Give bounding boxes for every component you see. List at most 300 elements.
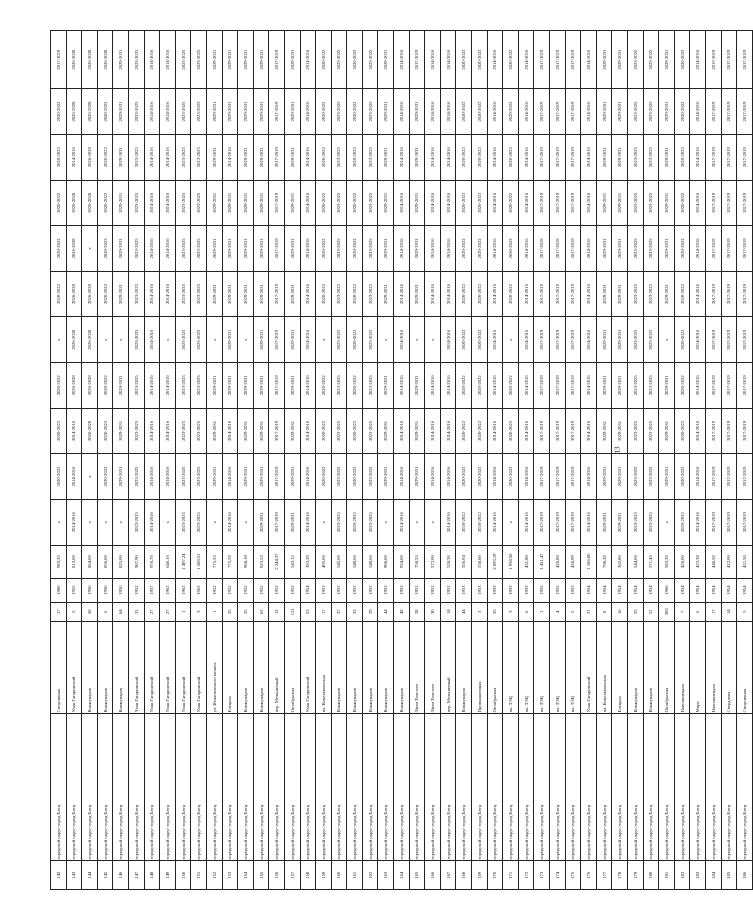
cell-period: 2020-2022: [316, 180, 332, 226]
cell-period: 2014-2016: [66, 499, 82, 545]
cell-period: 2020-2022: [347, 499, 363, 545]
cell-last: 2014-2016: [300, 31, 316, 89]
cell-period: 2029-2031: [284, 499, 300, 545]
cell-no: 165: [409, 861, 425, 890]
cell-period: 2023-2025: [191, 454, 207, 500]
cell-period: 2020-2022: [456, 499, 472, 545]
cell-period: 2029-2031: [612, 499, 628, 545]
cell-district: городской округ город Елец: [550, 714, 566, 861]
cell-last: 2029-2031: [238, 31, 254, 89]
cell-period: 2020-2022: [97, 271, 113, 317]
cell-period: 2020-2022: [97, 454, 113, 500]
cell-period: 2014-2016: [144, 89, 160, 135]
cell-year: 1960: [659, 578, 675, 602]
cell-period: 2014-2016: [300, 454, 316, 500]
cell-period: 2029-2031: [612, 271, 628, 317]
cell-period: 2029-2031: [238, 271, 254, 317]
cell-year: 1950: [97, 578, 113, 602]
cell-period: 2023-2025: [331, 408, 347, 454]
cell-period: 2014-2016: [394, 226, 410, 272]
cell-period: 2029-2031: [206, 89, 222, 135]
cell-period: 2014-2016: [581, 454, 597, 500]
cell-period: 2014-2016: [518, 89, 534, 135]
cell-n: 23: [627, 602, 643, 621]
cell-period: 2023-2025: [627, 317, 643, 363]
cell-period: 2014-2016: [487, 226, 503, 272]
cell-period: 2023-2025: [191, 499, 207, 545]
cell-area: 422,00: [721, 545, 737, 578]
cell-period: 2023-2025: [191, 89, 207, 135]
cell-period: 2014-2016: [425, 363, 441, 409]
cell-period: 2020-2022: [51, 408, 67, 454]
cell-period: 2029-2031: [409, 180, 425, 226]
cell-period: 2017-2019: [721, 363, 737, 409]
cell-area: 420,80: [550, 545, 566, 578]
cell-district: городской округ город Елец: [518, 714, 534, 861]
cell-period: 2029-2031: [253, 180, 269, 226]
cell-period: 2014-2016: [518, 317, 534, 363]
cell-period: 2017-2019: [550, 317, 566, 363]
cell-last: 2014-2016: [144, 31, 160, 89]
cell-street: Коммунаров: [627, 621, 643, 713]
cell-area: 421,50: [737, 545, 753, 578]
cell-period: 2029-2031: [238, 363, 254, 409]
cell-period: x: [51, 499, 67, 545]
table-row: [472, 31, 488, 890]
cell-period: 2029-2031: [253, 271, 269, 317]
cell-period: x: [97, 317, 113, 363]
cell-area: 446,50: [705, 545, 721, 578]
cell-period: 2023-2025: [331, 89, 347, 135]
cell-period: 2029-2031: [378, 363, 394, 409]
cell-period: 2014-2016: [690, 363, 706, 409]
cell-no: 147: [128, 861, 144, 890]
cell-district: городской округ город Елец: [362, 714, 378, 861]
cell-n: 35: [487, 602, 503, 621]
cell-period: 2023-2025: [175, 408, 191, 454]
cell-period: 2017-2019: [534, 499, 550, 545]
cell-last: 2029-2031: [659, 31, 675, 89]
cell-period: 2014-2016: [690, 408, 706, 454]
cell-period: 2014-2016: [440, 317, 456, 363]
table-row: [612, 31, 628, 890]
cell-period: 2023-2025: [627, 408, 643, 454]
table-row: [627, 31, 643, 890]
cell-period: 2029-2031: [113, 271, 129, 317]
cell-year: 1954: [612, 578, 628, 602]
cell-period: 2029-2031: [378, 226, 394, 272]
cell-district: городской округ город Елец: [690, 714, 706, 861]
cell-last: 2020-2022: [674, 31, 690, 89]
cell-period: x: [659, 499, 675, 545]
cell-period: 2014-2016: [144, 408, 160, 454]
cell-period: 2017-2019: [737, 317, 753, 363]
table-row: [82, 31, 98, 890]
cell-period: 2026-2028: [82, 180, 98, 226]
cell-period: 2017-2019: [550, 134, 566, 180]
cell-area: 798,20: [596, 545, 612, 578]
cell-period: 2017-2019: [705, 134, 721, 180]
cell-n: 62: [253, 602, 269, 621]
cell-district: городской округ город Елец: [737, 714, 753, 861]
cell-period: 2023-2025: [175, 454, 191, 500]
cell-street: Коммунаров: [97, 621, 113, 713]
cell-year: 1953: [409, 578, 425, 602]
cell-period: 2014-2016: [144, 499, 160, 545]
table-row: [222, 31, 238, 890]
cell-district: городской округ город Елец: [378, 714, 394, 861]
cell-period: 2014-2016: [518, 180, 534, 226]
cell-period: 2026-2028: [82, 134, 98, 180]
cell-no: 170: [487, 861, 503, 890]
cell-n: 6: [97, 602, 113, 621]
cell-street: Октябрьская: [659, 621, 675, 713]
cell-period: 2023-2025: [627, 499, 643, 545]
cell-period: 2014-2016: [160, 454, 176, 500]
cell-area: 383,20: [300, 545, 316, 578]
cell-period: 2017-2019: [705, 180, 721, 226]
cell-period: 2020-2022: [674, 408, 690, 454]
cell-period: 2023-2025: [175, 134, 191, 180]
cell-period: 2029-2031: [253, 317, 269, 363]
cell-period: 2023-2025: [362, 89, 378, 135]
cell-period: 2014-2016: [581, 317, 597, 363]
cell-period: 2014-2016: [394, 317, 410, 363]
cell-period: 2014-2016: [300, 89, 316, 135]
cell-last: 2023-2025: [362, 31, 378, 89]
cell-area: 548,66: [362, 545, 378, 578]
cell-period: 2020-2022: [347, 454, 363, 500]
cell-period: 2014-2016: [581, 499, 597, 545]
cell-n: 3: [503, 602, 519, 621]
cell-last: 2029-2031: [612, 31, 628, 89]
cell-period: 2023-2025: [128, 226, 144, 272]
cell-year: 1953: [550, 578, 566, 602]
cell-period: 2020-2022: [347, 226, 363, 272]
cell-period: 2029-2031: [612, 454, 628, 500]
table-row: [596, 31, 612, 890]
cell-period: 2020-2022: [316, 408, 332, 454]
cell-district: городской округ город Елец: [503, 714, 519, 861]
table-row: [175, 31, 191, 890]
cell-period: 2020-2022: [503, 271, 519, 317]
cell-period: 2017-2019: [269, 408, 285, 454]
cell-period: 2014-2016: [300, 226, 316, 272]
cell-period: 2020-2022: [472, 454, 488, 500]
cell-period: 2014-2016: [425, 134, 441, 180]
cell-year: 1953: [394, 578, 410, 602]
cell-area: 813,00: [66, 545, 82, 578]
cell-last: 2014-2016: [160, 31, 176, 89]
cell-period: 2023-2025: [627, 89, 643, 135]
cell-district: городской округ город Елец: [347, 714, 363, 861]
cell-period: 2017-2019: [737, 408, 753, 454]
cell-period: 2020-2022: [347, 317, 363, 363]
cell-n: 44: [378, 602, 394, 621]
cell-period: 2029-2031: [284, 271, 300, 317]
cell-street: пер. Мельничный: [440, 621, 456, 713]
cell-district: городской округ город Елец: [612, 714, 628, 861]
cell-last: 2014-2016: [581, 31, 597, 89]
cell-period: 2029-2031: [659, 408, 675, 454]
cell-period: 2029-2031: [378, 89, 394, 135]
cell-period: 2020-2022: [347, 134, 363, 180]
cell-year: 1962: [175, 578, 191, 602]
cell-period: 2017-2019: [550, 408, 566, 454]
cell-district: городской округ город Елец: [627, 714, 643, 861]
cell-no: 150: [175, 861, 191, 890]
cell-period: x: [160, 317, 176, 363]
table-row: [440, 31, 456, 890]
cell-period: 2017-2019: [721, 226, 737, 272]
cell-period: 2017-2019: [721, 180, 737, 226]
cell-period: x: [82, 226, 98, 272]
cell-period: 2023-2025: [627, 134, 643, 180]
cell-period: 2020-2022: [456, 454, 472, 500]
cell-no: 162: [362, 861, 378, 890]
cell-last: 2020-2022: [503, 31, 519, 89]
cell-last: 2023-2025: [175, 31, 191, 89]
cell-area: 544,00: [627, 545, 643, 578]
cell-period: 2020-2022: [472, 363, 488, 409]
cell-period: 2029-2031: [284, 408, 300, 454]
cell-period: 2017-2019: [721, 454, 737, 500]
cell-period: x: [378, 317, 394, 363]
cell-period: x: [238, 499, 254, 545]
cell-period: 2017-2019: [565, 454, 581, 500]
cell-last: 2017-2019: [565, 31, 581, 89]
cell-period: 2014-2016: [518, 271, 534, 317]
cell-street: Свердлова: [721, 621, 737, 713]
cell-no: 182: [674, 861, 690, 890]
cell-period: 2014-2016: [66, 134, 82, 180]
table-row: [456, 31, 472, 890]
cell-area: 758,55: [409, 545, 425, 578]
cell-street: Коммунаров: [643, 621, 659, 713]
cell-period: 2023-2025: [191, 226, 207, 272]
cell-no: 180: [643, 861, 659, 890]
cell-street: Коммунаров: [331, 621, 347, 713]
cell-period: 2029-2031: [238, 180, 254, 226]
table-row: [737, 31, 753, 890]
cell-no: 149: [160, 861, 176, 890]
cell-period: 2014-2016: [425, 180, 441, 226]
cell-no: 157: [284, 861, 300, 890]
cell-period: 2020-2022: [456, 271, 472, 317]
cell-period: 2017-2019: [737, 89, 753, 135]
cell-period: 2017-2019: [534, 363, 550, 409]
cell-area: 548,66: [347, 545, 363, 578]
cell-last: 2014-2016: [394, 31, 410, 89]
cell-street: Елецкая: [612, 621, 628, 713]
cell-year: 1952: [238, 578, 254, 602]
table-row: [394, 31, 410, 890]
cell-period: 2023-2025: [191, 363, 207, 409]
cell-period: 2026-2028: [82, 89, 98, 135]
cell-n: 1: [175, 602, 191, 621]
cell-period: 2014-2016: [487, 454, 503, 500]
cell-district: городской округ город Елец: [721, 714, 737, 861]
cell-period: 2020-2022: [472, 180, 488, 226]
cell-period: 2029-2031: [596, 317, 612, 363]
cell-period: 2020-2022: [51, 89, 67, 135]
cell-period: 2017-2019: [565, 317, 581, 363]
cell-n: 3: [191, 602, 207, 621]
cell-no: 153: [222, 861, 238, 890]
cell-period: 2017-2019: [705, 499, 721, 545]
cell-period: 2023-2025: [643, 499, 659, 545]
cell-period: 2014-2016: [66, 408, 82, 454]
cell-period: x: [160, 499, 176, 545]
cell-year: 1953: [503, 578, 519, 602]
cell-no: 161: [347, 861, 363, 890]
cell-period: 2017-2019: [565, 271, 581, 317]
cell-street: Коммунаров: [238, 621, 254, 713]
cell-year: 1957: [144, 578, 160, 602]
cell-period: 2014-2016: [581, 180, 597, 226]
cell-district: городской округ город Елец: [596, 714, 612, 861]
cell-n: 17: [51, 602, 67, 621]
cell-period: 2029-2031: [113, 180, 129, 226]
cell-street: Коммунаров: [362, 621, 378, 713]
cell-area: 572,00: [425, 545, 441, 578]
cell-period: 2014-2016: [394, 408, 410, 454]
cell-district: городской округ город Елец: [394, 714, 410, 861]
cell-no: 177: [596, 861, 612, 890]
cell-period: 2020-2022: [347, 89, 363, 135]
cell-area: 934,00: [394, 545, 410, 578]
cell-no: 144: [82, 861, 98, 890]
cell-street: Коммунаров: [82, 621, 98, 713]
cell-period: 2014-2016: [518, 408, 534, 454]
cell-street: Мира: [690, 621, 706, 713]
cell-period: 2017-2019: [565, 363, 581, 409]
cell-district: городской округ город Елец: [222, 714, 238, 861]
cell-n: 5: [737, 602, 753, 621]
cell-period: 2014-2016: [440, 226, 456, 272]
cell-period: 2017-2019: [534, 226, 550, 272]
cell-n: 27: [144, 602, 160, 621]
cell-period: 2023-2025: [331, 363, 347, 409]
cell-period: 2029-2031: [206, 454, 222, 500]
cell-period: 2026-2028: [66, 89, 82, 135]
cell-n: 48: [394, 602, 410, 621]
cell-year: 1952: [284, 578, 300, 602]
cell-period: 2023-2025: [175, 89, 191, 135]
cell-period: 2017-2019: [705, 89, 721, 135]
cell-no: 168: [456, 861, 472, 890]
cell-period: x: [409, 499, 425, 545]
cell-n: 14: [721, 602, 737, 621]
cell-street: Коммунаров: [113, 621, 129, 713]
cell-area: 543,12: [284, 545, 300, 578]
cell-period: 2029-2031: [206, 408, 222, 454]
cell-period: 2020-2022: [472, 499, 488, 545]
cell-no: 172: [518, 861, 534, 890]
cell-period: 2014-2016: [394, 134, 410, 180]
cell-last: 2029-2031: [284, 31, 300, 89]
cell-period: 2017-2019: [550, 363, 566, 409]
cell-district: городской округ город Елец: [659, 714, 675, 861]
cell-period: 2014-2016: [394, 271, 410, 317]
cell-area: 907,90: [128, 545, 144, 578]
cell-period: 2014-2016: [144, 180, 160, 226]
cell-area: 431,80: [518, 545, 534, 578]
cell-period: 2014-2016: [440, 363, 456, 409]
cell-period: x: [503, 317, 519, 363]
cell-period: 2026-2028: [66, 226, 82, 272]
cell-year: 1954: [721, 578, 737, 602]
cell-period: 2029-2031: [612, 180, 628, 226]
cell-no: 166: [425, 861, 441, 890]
cell-last: 2029-2031: [378, 31, 394, 89]
cell-n: 5: [66, 602, 82, 621]
cell-period: 2014-2016: [440, 271, 456, 317]
cell-period: 2017-2019: [737, 180, 753, 226]
cell-period: 2014-2016: [160, 408, 176, 454]
cell-period: 2029-2031: [612, 226, 628, 272]
cell-period: 2029-2031: [596, 499, 612, 545]
cell-district: городской округ город Елец: [160, 714, 176, 861]
cell-period: 2023-2025: [175, 271, 191, 317]
cell-period: 2026-2028: [66, 363, 82, 409]
cell-period: 2014-2016: [144, 454, 160, 500]
cell-period: 2029-2031: [238, 408, 254, 454]
table-row: [487, 31, 503, 890]
table-row: [160, 31, 176, 890]
cell-district: городской округ город Елец: [128, 714, 144, 861]
cell-period: 2014-2016: [690, 134, 706, 180]
cell-period: 2017-2019: [534, 454, 550, 500]
cell-period: 2029-2031: [113, 134, 129, 180]
cell-year: 1954: [690, 578, 706, 602]
cell-last: 2017-2019: [409, 31, 425, 89]
cell-period: 2017-2019: [269, 180, 285, 226]
cell-period: 2020-2022: [51, 134, 67, 180]
cell-period: 2014-2016: [160, 134, 176, 180]
cell-n: 14: [440, 602, 456, 621]
cell-street: пл. ТЭЦ: [503, 621, 519, 713]
cell-district: городской округ город Елец: [300, 714, 316, 861]
cell-area: 583,20: [659, 545, 675, 578]
cell-period: 2029-2031: [409, 454, 425, 500]
cell-period: 2014-2016: [440, 134, 456, 180]
cell-area: 571,45: [643, 545, 659, 578]
cell-no: 145: [97, 861, 113, 890]
cell-period: 2029-2031: [253, 363, 269, 409]
cell-n: 33: [347, 602, 363, 621]
cell-period: 2023-2025: [627, 363, 643, 409]
cell-year: 1952: [206, 578, 222, 602]
cell-period: 2014-2016: [160, 180, 176, 226]
cell-n: 12: [269, 602, 285, 621]
cell-period: 2020-2022: [503, 180, 519, 226]
cell-period: 2017-2019: [550, 271, 566, 317]
table-row: [643, 31, 659, 890]
cell-period: 2023-2025: [191, 180, 207, 226]
cell-period: 2029-2031: [206, 271, 222, 317]
cell-district: городской округ город Елец: [66, 714, 82, 861]
cell-street: Улан Гагаринский: [66, 621, 82, 713]
cell-period: 2029-2031: [596, 226, 612, 272]
cell-period: 2023-2025: [175, 180, 191, 226]
cell-period: 2020-2022: [97, 180, 113, 226]
cell-year: 1954: [705, 578, 721, 602]
cell-period: x: [113, 317, 129, 363]
cell-area: 646,10: [160, 545, 176, 578]
table-row: [705, 31, 721, 890]
cell-period: x: [425, 317, 441, 363]
